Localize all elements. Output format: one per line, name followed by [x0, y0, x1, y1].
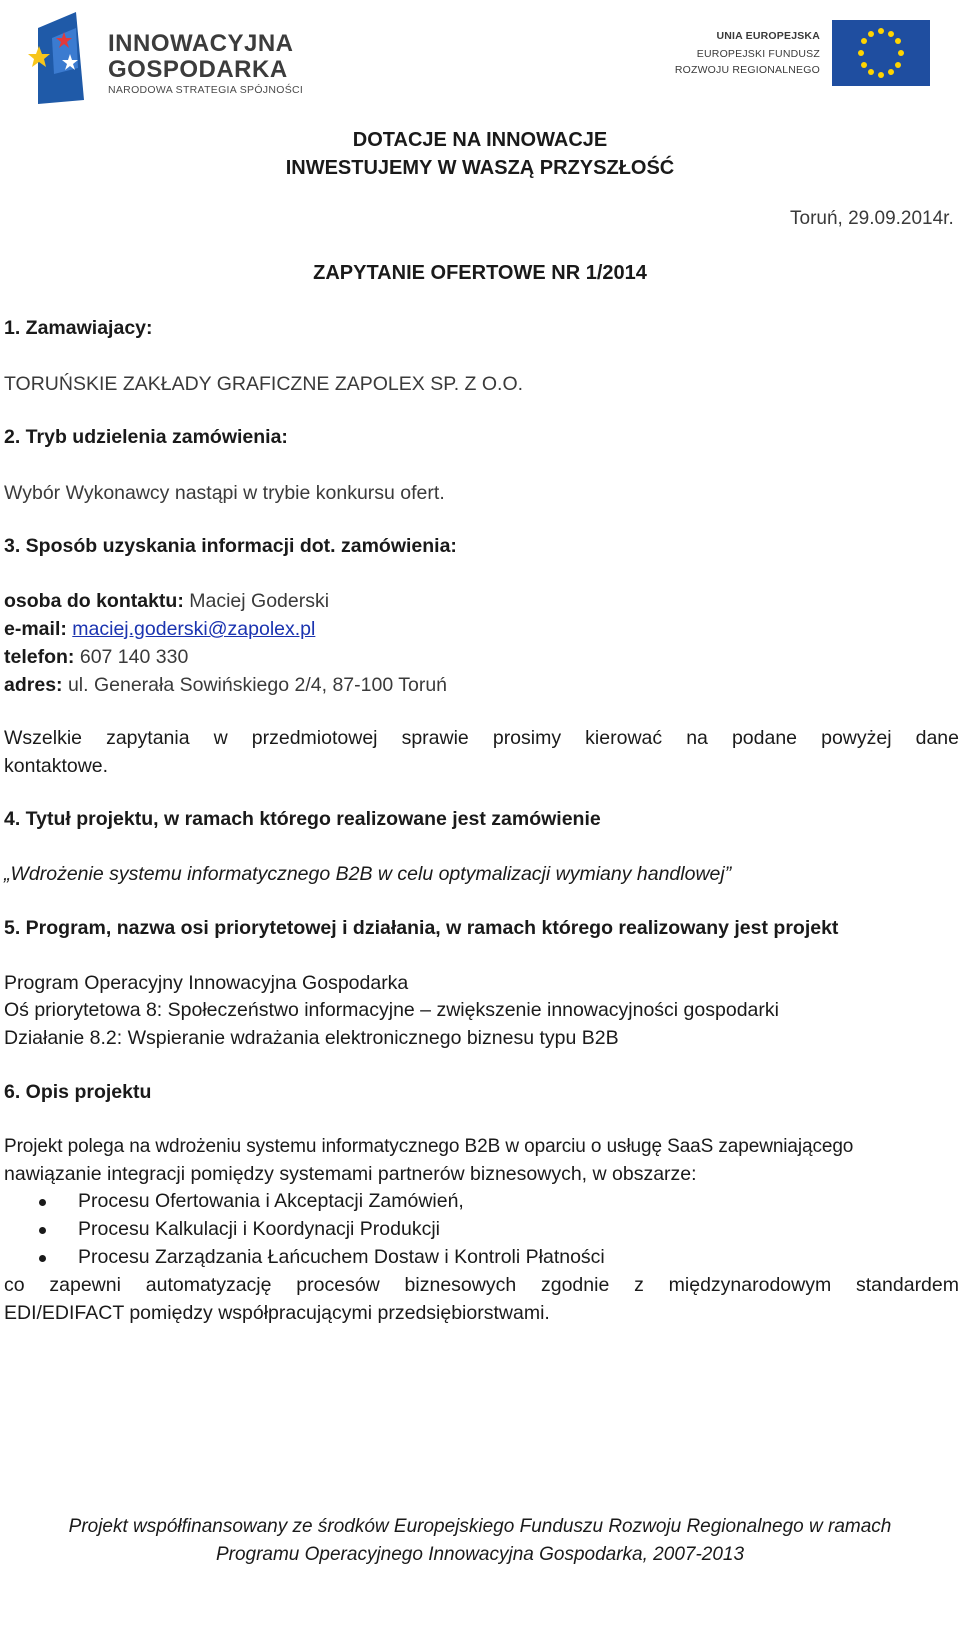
- innowacyjna-gospodarka-icon: [26, 8, 116, 104]
- contact-phone: [4, 646, 188, 669]
- list-item: Procesu Ofertowania i Akceptacji Zamówień,: [78, 1190, 464, 1212]
- section-1-text: TORUŃSKIE ZAKŁADY GRAFICZNE ZAPOLEX SP. Z O.O.: [4, 373, 524, 395]
- contact-phone-label: telefon:: [4, 646, 75, 668]
- place-date: Toruń, 29.09.2014r.: [790, 208, 954, 229]
- section-1-heading: 1. Zamawiajacy:: [4, 317, 153, 339]
- logo-right-line1: UNIA EUROPEJSKA: [716, 30, 820, 42]
- section-4-heading: 4. Tytuł projektu, w ramach którego realizowane jest zamówienie: [4, 808, 601, 830]
- contact-person-value: Maciej Goderski: [189, 590, 330, 612]
- section-3-note-line2: kontaktowe.: [4, 755, 109, 777]
- contact-email: [4, 618, 315, 641]
- logo-right-line3: ROZWOJU REGIONALNEGO: [674, 64, 820, 76]
- document-title: ZAPYTANIE OFERTOWE NR 1/2014: [313, 262, 647, 284]
- eu-stars-icon: [832, 20, 930, 86]
- contact-person-label: osoba do kontaktu:: [4, 590, 184, 612]
- footer-line2: Programu Operacyjnego Innowacyjna Gospodarka, 2007-2013: [215, 1544, 745, 1565]
- list-item: Procesu Kalkulacji i Koordynacji Produkcji: [78, 1218, 440, 1240]
- measure: Działanie 8.2: Wspieranie wdrażania elektronicznego biznesu typu B2B: [4, 1027, 619, 1049]
- list-item: Procesu Zarządzania Łańcuchem Dostaw i Kontroli Płatności: [78, 1246, 605, 1268]
- bullet-icon: [39, 1227, 46, 1234]
- contact-address-label: adres:: [4, 674, 63, 696]
- section-5-heading: 5. Program, nazwa osi priorytetowej i działania, w ramach którego realizowany jest projekt: [4, 917, 839, 939]
- logo-left-line2: GOSPODARKA: [108, 56, 288, 83]
- section-3-note-line1: Wszelkie zapytania w przedmiotowej sprawie prosimy kierować na podane powyżej dane: [4, 727, 959, 749]
- priority-axis: Oś priorytetowa 8: Społeczeństwo informacyjne – zwiększenie innowacyjności gospodarki: [4, 999, 779, 1021]
- logo-left-line1: INNOWACYJNA: [108, 30, 294, 57]
- section-6-after-line1: co zapewni automatyzację procesów biznesowych zgodnie z międzynarodowym standardem: [4, 1274, 959, 1296]
- section-6-heading: 6. Opis projektu: [4, 1081, 152, 1103]
- logo-left-line3: NARODOWA STRATEGIA SPÓJNOŚCI: [108, 84, 304, 96]
- contact-phone-value: 607 140 330: [79, 646, 189, 668]
- contact-person: [4, 590, 329, 613]
- project-title: „Wdrożenie systemu informatycznego B2B w celu optymalizacji wymiany handlowej”: [4, 863, 732, 885]
- header-title-line1: DOTACJE NA INNOWACJE: [352, 129, 608, 151]
- section-6-after-line2: EDI/EDIFACT pomiędzy współpracującymi przedsiębiorstwami.: [4, 1302, 550, 1324]
- footer-line1: Projekt współfinansowany ze środków Europejskiego Funduszu Rozwoju Regionalnego w ramach: [68, 1516, 892, 1537]
- logo-right-line2: EUROPEJSKI FUNDUSZ: [696, 48, 820, 60]
- bullet-icon: [39, 1255, 46, 1262]
- section-6-line1: Projekt polega na wdrożeniu systemu informatycznego B2B w oparciu o usługę SaaS zapewniającego: [4, 1136, 854, 1157]
- bullet-icon: [39, 1199, 46, 1206]
- section-6-line2: nawiązanie integracji pomiędzy systemami partnerów biznesowych, w obszarze:: [4, 1163, 697, 1185]
- contact-email-link[interactable]: maciej.goderski@zapolex.pl: [72, 618, 316, 640]
- program-name: Program Operacyjny Innowacyjna Gospodarka: [4, 972, 409, 994]
- contact-address-value: ul. Generała Sowińskiego 2/4, 87-100 Toruń: [67, 674, 448, 696]
- section-2-heading: 2. Tryb udzielenia zamówienia:: [4, 426, 288, 448]
- contact-address: [4, 674, 447, 697]
- header-title-line2: INWESTUJEMY W WASZĄ PRZYSZŁOŚĆ: [285, 157, 675, 179]
- section-3-heading: 3. Sposób uzyskania informacji dot. zamówienia:: [4, 535, 457, 557]
- section-2-text: Wybór Wykonawcy nastąpi w trybie konkursu ofert.: [4, 482, 445, 504]
- contact-email-label: e-mail:: [4, 618, 67, 640]
- eu-flag-logo: [832, 20, 930, 86]
